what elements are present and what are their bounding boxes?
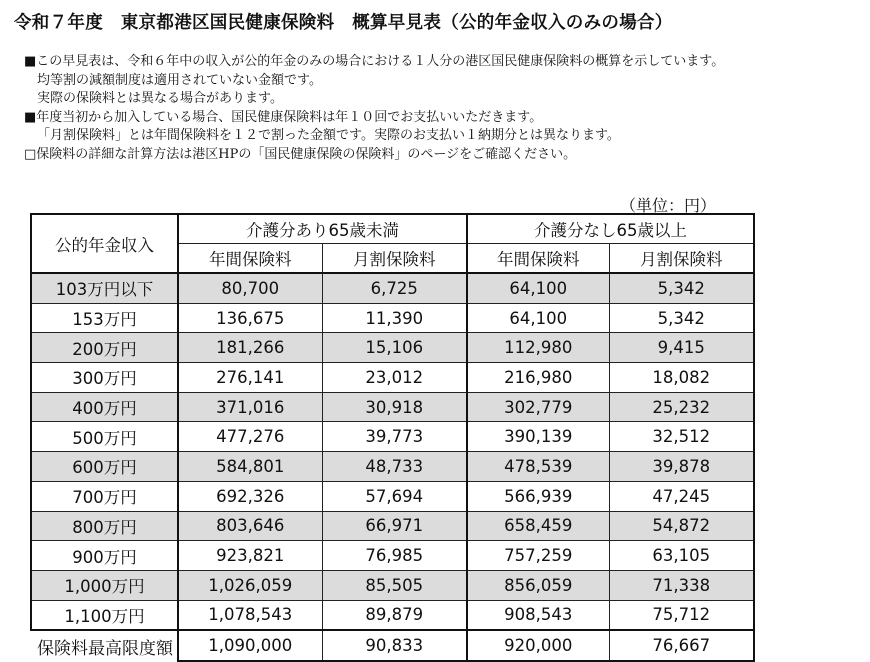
- fee-cell: 112,980: [467, 333, 609, 363]
- table-row: [31, 363, 754, 393]
- income-cell: 1,100万円: [31, 600, 178, 630]
- row-header-income: 公的年金収入: [31, 214, 178, 273]
- fee-cell: 15,106: [322, 333, 467, 363]
- fee-cell: 75,712: [609, 600, 754, 630]
- note-line: 「月割保険料」とは年間保険料を１２で割った金額です。実際のお支払い１納期分とは異なります。: [37, 128, 620, 143]
- income-cell: 400万円: [31, 392, 178, 422]
- fee-cell: 136,675: [178, 303, 322, 333]
- fee-cell: 302,779: [467, 392, 609, 422]
- fee-cell: 1,026,059: [178, 570, 322, 600]
- fee-cell: 181,266: [178, 333, 322, 363]
- fee-cell: 66,971: [322, 511, 467, 541]
- fee-cell: 48,733: [322, 452, 467, 482]
- income-cell: 900万円: [31, 541, 178, 571]
- fee-cell: 216,980: [467, 363, 609, 393]
- fee-cell: 856,059: [467, 570, 609, 600]
- note-line: □保険料の詳細な計算方法は港区HPの「国民健康保険の保険料」のページをご確認ください。: [24, 146, 577, 162]
- table-row: [31, 303, 754, 333]
- table-row: [31, 392, 754, 422]
- table-row: [31, 452, 754, 482]
- fee-cell: 76,985: [322, 541, 467, 571]
- table-row: [31, 273, 754, 303]
- fee-cell: 5,342: [609, 273, 754, 303]
- fee-cell: 85,505: [322, 570, 467, 600]
- col-header-monthly: 月割保険料: [609, 244, 754, 274]
- income-cell: 500万円: [31, 422, 178, 452]
- max-limit-row: [31, 630, 754, 661]
- max-fee-cell: 1,090,000: [178, 630, 322, 661]
- fee-cell: 63,105: [609, 541, 754, 571]
- fee-cell: 478,539: [467, 452, 609, 482]
- fee-cell: 757,259: [467, 541, 609, 571]
- col-header-annual: 年間保険料: [467, 244, 609, 274]
- note-line: ■年度当初から加入している場合、国民健康保険料は年１０回でお支払いいただきます。: [24, 109, 543, 125]
- fee-cell: 6,725: [322, 273, 467, 303]
- note-line: ■この早見表は、令和６年中の収入が公的年金のみの場合における１人分の港区国民健康保険料の概算を示しています。: [24, 54, 725, 69]
- fee-cell: 47,245: [609, 481, 754, 511]
- notes: [24, 53, 724, 164]
- fee-cell: 23,012: [322, 363, 467, 393]
- fee-cell: 1,078,543: [178, 600, 322, 630]
- fee-cell: 371,016: [178, 392, 322, 422]
- income-cell: 600万円: [31, 452, 178, 482]
- max-limit-label: 保険料最高限度額: [31, 630, 178, 661]
- income-cell: 200万円: [31, 333, 178, 363]
- income-cell: 153万円: [31, 303, 178, 333]
- fee-cell: 71,338: [609, 570, 754, 600]
- col-header-monthly: 月割保険料: [322, 244, 467, 274]
- fee-cell: 477,276: [178, 422, 322, 452]
- fee-cell: 692,326: [178, 481, 322, 511]
- income-cell: 800万円: [31, 511, 178, 541]
- income-cell: 300万円: [31, 363, 178, 393]
- fee-cell: 39,878: [609, 452, 754, 482]
- max-fee-cell: 90,833: [322, 630, 467, 661]
- income-cell: 103万円以下: [31, 273, 178, 303]
- fee-cell: 25,232: [609, 392, 754, 422]
- max-fee-cell: 920,000: [467, 630, 609, 661]
- col-header-annual: 年間保険料: [178, 244, 322, 274]
- fee-cell: 39,773: [322, 422, 467, 452]
- fee-cell: 32,512: [609, 422, 754, 452]
- note-line: 均等割の減額制度は適用されていない金額です。: [37, 72, 322, 88]
- note-line: 実際の保険料とは異なる場合があります。: [37, 91, 283, 106]
- page-title: 令和７年度 東京都港区国民健康保険料 概算早見表（公的年金収入のみの場合）: [14, 13, 673, 33]
- fee-cell: 64,100: [467, 273, 609, 303]
- fee-cell: 566,939: [467, 481, 609, 511]
- fee-cell: 64,100: [467, 303, 609, 333]
- income-cell: 700万円: [31, 481, 178, 511]
- fee-cell: 923,821: [178, 541, 322, 571]
- table-row: [31, 541, 754, 571]
- fee-cell: 18,082: [609, 363, 754, 393]
- fee-cell: 803,646: [178, 511, 322, 541]
- max-fee-cell: 76,667: [609, 630, 754, 661]
- fee-cell: 5,342: [609, 303, 754, 333]
- fee-cell: 11,390: [322, 303, 467, 333]
- table-row: [31, 600, 754, 630]
- fee-cell: 54,872: [609, 511, 754, 541]
- group-header-without-care: 介護分なし65歳以上: [467, 214, 754, 244]
- table-row: [31, 511, 754, 541]
- fee-cell: 276,141: [178, 363, 322, 393]
- table-row: [31, 570, 754, 600]
- fee-cell: 658,459: [467, 511, 609, 541]
- table-row: [31, 422, 754, 452]
- income-cell: 1,000万円: [31, 570, 178, 600]
- fee-cell: 80,700: [178, 273, 322, 303]
- fee-cell: 9,415: [609, 333, 754, 363]
- table-row: [31, 481, 754, 511]
- fee-table: [30, 213, 755, 662]
- fee-cell: 57,694: [322, 481, 467, 511]
- fee-cell: 908,543: [467, 600, 609, 630]
- fee-cell: 89,879: [322, 600, 467, 630]
- group-header-with-care: 介護分あり65歳未満: [178, 214, 467, 244]
- fee-cell: 390,139: [467, 422, 609, 452]
- table-row: [31, 333, 754, 363]
- fee-cell: 584,801: [178, 452, 322, 482]
- unit-label: （単位：円）: [620, 196, 717, 215]
- fee-cell: 30,918: [322, 392, 467, 422]
